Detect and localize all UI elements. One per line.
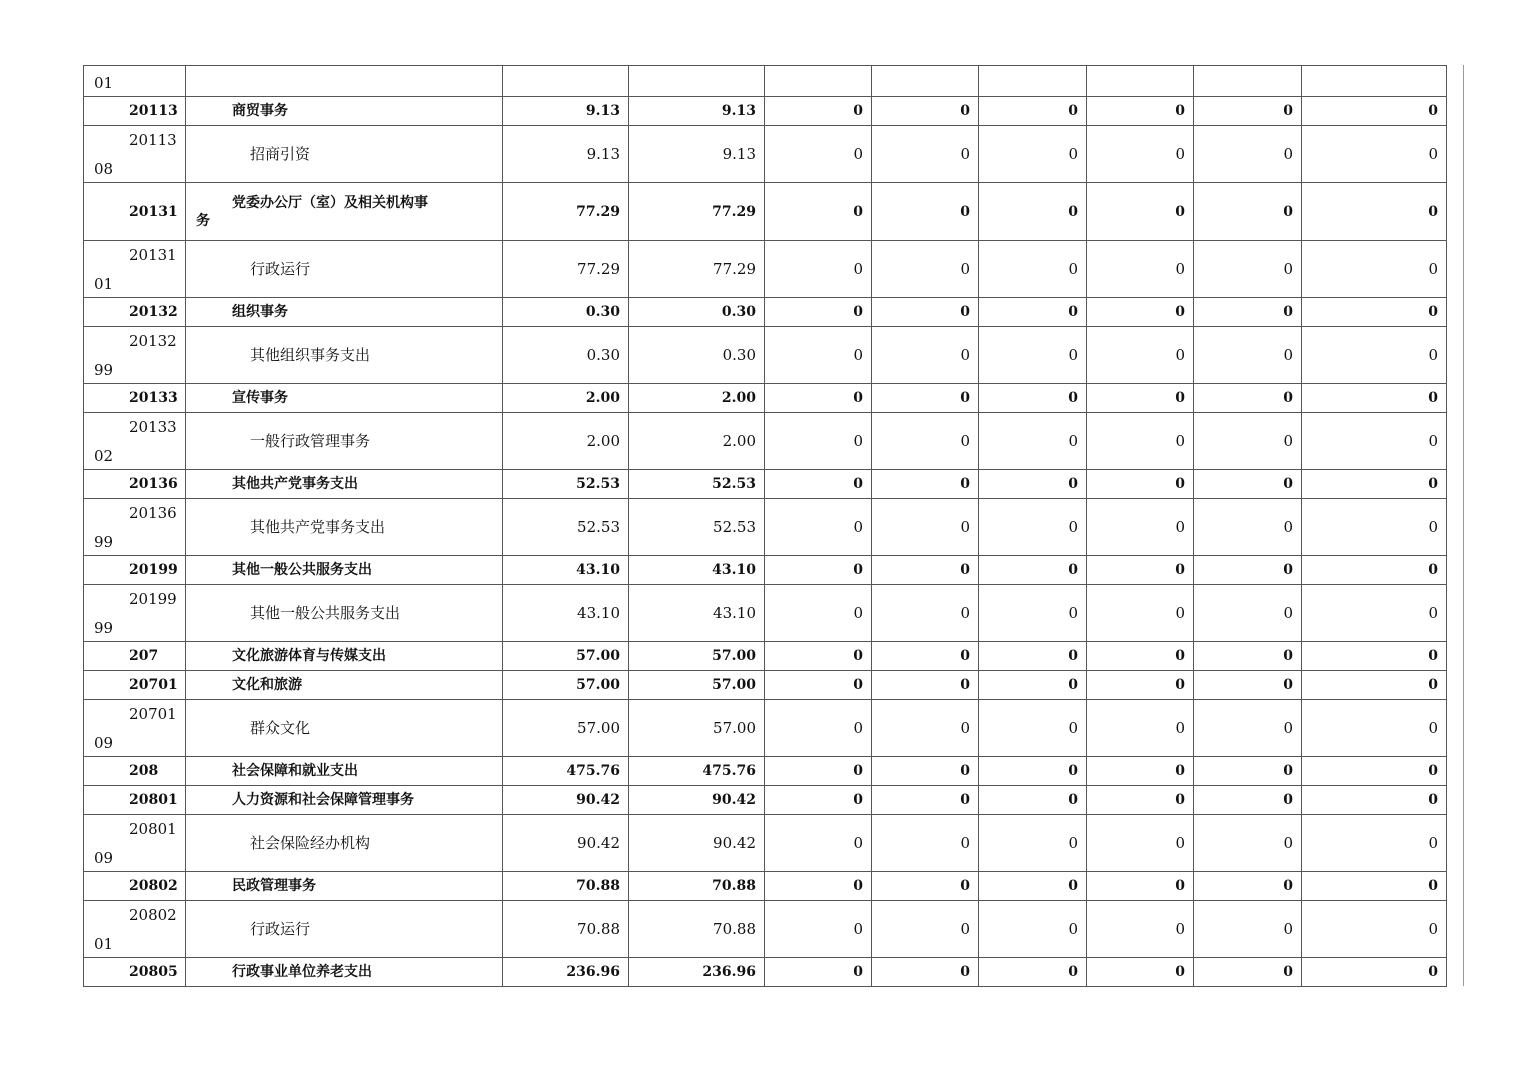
amount-cell: 0 xyxy=(1194,241,1302,298)
amount-cell: 70.88 xyxy=(503,872,629,901)
code-cell xyxy=(84,872,186,901)
table-row xyxy=(84,642,1447,671)
code-cell xyxy=(84,413,186,470)
item-name-cell: 其他共产党事务支出 xyxy=(186,499,503,556)
item-name-cell: 招商引资 xyxy=(186,126,503,183)
item-name-line2: 务 xyxy=(196,212,210,229)
code-cell xyxy=(84,97,186,126)
amount-cell: 0 xyxy=(979,585,1087,642)
amount-cell: 0 xyxy=(1087,241,1194,298)
amount-cell xyxy=(1194,66,1302,97)
amount-cell: 236.96 xyxy=(503,958,629,987)
amount-cell: 0 xyxy=(1087,642,1194,671)
amount-cell: 0 xyxy=(1194,556,1302,585)
amount-cell: 0 xyxy=(872,241,979,298)
amount-cell: 0 xyxy=(1087,786,1194,815)
amount-cell: 0 xyxy=(979,413,1087,470)
code-text: 20131 xyxy=(129,203,178,220)
code-cell xyxy=(84,384,186,413)
code-cell xyxy=(84,585,186,642)
amount-cell: 0 xyxy=(1194,126,1302,183)
amount-cell: 0 xyxy=(1194,97,1302,126)
amount-cell: 0 xyxy=(1302,97,1447,126)
table-row xyxy=(84,958,1447,987)
amount-cell: 0 xyxy=(872,700,979,757)
table-row xyxy=(84,499,1447,556)
code-cell xyxy=(84,298,186,327)
code-text: 20136 xyxy=(129,476,178,492)
table-row xyxy=(84,700,1447,757)
code-text: 20199 xyxy=(129,562,178,578)
table-row xyxy=(84,241,1447,298)
item-name-cell: 社会保障和就业支出 xyxy=(186,757,503,786)
table-row xyxy=(84,757,1447,786)
item-name-line1: 党委办公厅（室）及相关机构事 xyxy=(232,194,428,211)
amount-cell: 0 xyxy=(872,327,979,384)
code-text-top: 20136 xyxy=(129,504,177,522)
table-row xyxy=(84,872,1447,901)
amount-cell: 0 xyxy=(979,815,1087,872)
amount-cell: 0 xyxy=(1302,183,1447,241)
code-cell xyxy=(84,126,186,183)
table-row xyxy=(84,327,1447,384)
amount-cell: 0 xyxy=(765,556,872,585)
table-row xyxy=(84,183,1447,241)
amount-cell: 0 xyxy=(1087,757,1194,786)
amount-cell: 0 xyxy=(979,786,1087,815)
amount-cell: 236.96 xyxy=(629,958,765,987)
item-name-cell: 文化旅游体育与传媒支出 xyxy=(186,642,503,671)
code-cell xyxy=(84,327,186,384)
amount-cell: 0 xyxy=(1302,642,1447,671)
amount-cell xyxy=(629,66,765,97)
amount-cell: 0 xyxy=(1087,183,1194,241)
code-text-bottom: 01 xyxy=(94,275,114,293)
amount-cell: 0 xyxy=(765,126,872,183)
code-text: 207 xyxy=(129,648,159,664)
amount-cell xyxy=(979,66,1087,97)
amount-cell xyxy=(872,66,979,97)
code-text-bottom: 09 xyxy=(94,849,114,867)
item-name-cell: 宣传事务 xyxy=(186,384,503,413)
table-row xyxy=(84,97,1447,126)
amount-cell: 0 xyxy=(765,97,872,126)
amount-cell: 70.88 xyxy=(503,901,629,958)
amount-cell: 43.10 xyxy=(629,585,765,642)
amount-cell: 0 xyxy=(872,958,979,987)
amount-cell: 2.00 xyxy=(629,384,765,413)
amount-cell: 0 xyxy=(979,757,1087,786)
amount-cell: 0 xyxy=(1087,815,1194,872)
code-cell xyxy=(84,815,186,872)
amount-cell: 52.53 xyxy=(503,499,629,556)
amount-cell: 0 xyxy=(1194,700,1302,757)
table-row xyxy=(84,585,1447,642)
amount-cell: 0 xyxy=(765,700,872,757)
amount-cell: 0 xyxy=(1302,241,1447,298)
item-name-cell: 文化和旅游 xyxy=(186,671,503,700)
amount-cell: 0 xyxy=(1194,786,1302,815)
amount-cell: 0 xyxy=(1194,757,1302,786)
amount-cell: 0 xyxy=(1302,413,1447,470)
amount-cell: 0 xyxy=(1302,470,1447,499)
amount-cell: 0 xyxy=(1302,786,1447,815)
code-text-bottom: 02 xyxy=(94,447,114,465)
amount-cell xyxy=(1087,66,1194,97)
amount-cell: 52.53 xyxy=(503,470,629,499)
amount-cell: 0 xyxy=(1302,556,1447,585)
amount-cell: 0 xyxy=(872,384,979,413)
amount-cell: 0.30 xyxy=(503,298,629,327)
amount-cell: 0 xyxy=(979,556,1087,585)
amount-cell: 0 xyxy=(1194,872,1302,901)
code-cell xyxy=(84,700,186,757)
amount-cell: 0 xyxy=(979,126,1087,183)
amount-cell: 0 xyxy=(765,241,872,298)
amount-cell: 0 xyxy=(979,298,1087,327)
table-body xyxy=(84,66,1447,987)
amount-cell: 77.29 xyxy=(503,241,629,298)
table-row xyxy=(84,786,1447,815)
amount-cell: 9.13 xyxy=(629,126,765,183)
item-name-cell: 其他一般公共服务支出 xyxy=(186,556,503,585)
amount-cell: 0 xyxy=(979,671,1087,700)
amount-cell: 90.42 xyxy=(503,815,629,872)
code-text-top: 20199 xyxy=(129,590,177,608)
table-row xyxy=(84,901,1447,958)
amount-cell: 0 xyxy=(979,642,1087,671)
code-text-bottom: 99 xyxy=(94,619,114,637)
code-text-bottom: 01 xyxy=(94,935,114,953)
table-row xyxy=(84,556,1447,585)
amount-cell: 0 xyxy=(1087,470,1194,499)
amount-cell: 0 xyxy=(765,872,872,901)
code-text: 20133 xyxy=(129,390,178,406)
amount-cell: 0 xyxy=(979,700,1087,757)
code-text-bottom: 08 xyxy=(94,160,114,178)
amount-cell: 0 xyxy=(765,757,872,786)
amount-cell: 0 xyxy=(872,585,979,642)
amount-cell: 0 xyxy=(765,786,872,815)
amount-cell: 0 xyxy=(765,413,872,470)
amount-cell: 0 xyxy=(1087,901,1194,958)
code-cell xyxy=(84,241,186,298)
amount-cell: 0 xyxy=(1087,556,1194,585)
table-row xyxy=(84,298,1447,327)
item-name-cell: 行政运行 xyxy=(186,241,503,298)
amount-cell: 0 xyxy=(765,327,872,384)
amount-cell: 0 xyxy=(1302,126,1447,183)
amount-cell: 0 xyxy=(1087,413,1194,470)
code-text-bottom: 09 xyxy=(94,734,114,752)
item-name-cell xyxy=(186,66,503,97)
amount-cell: 0 xyxy=(1302,384,1447,413)
item-name-cell: 社会保险经办机构 xyxy=(186,815,503,872)
budget-table xyxy=(83,65,1447,987)
amount-cell: 0 xyxy=(872,298,979,327)
item-name-cell: 人力资源和社会保障管理事务 xyxy=(186,786,503,815)
amount-cell: 2.00 xyxy=(503,384,629,413)
item-name-cell: 民政管理事务 xyxy=(186,872,503,901)
item-name-cell: 群众文化 xyxy=(186,700,503,757)
table-row xyxy=(84,815,1447,872)
amount-cell: 0 xyxy=(1302,815,1447,872)
code-cell xyxy=(84,757,186,786)
amount-cell: 0 xyxy=(1087,126,1194,183)
page-right-rule xyxy=(1463,65,1464,986)
amount-cell: 0 xyxy=(765,183,872,241)
code-text-top: 20701 xyxy=(129,705,177,723)
amount-cell: 52.53 xyxy=(629,499,765,556)
amount-cell: 0 xyxy=(979,901,1087,958)
amount-cell: 77.29 xyxy=(629,241,765,298)
amount-cell: 0 xyxy=(872,642,979,671)
amount-cell: 70.88 xyxy=(629,901,765,958)
item-name-cell: 一般行政管理事务 xyxy=(186,413,503,470)
amount-cell: 0 xyxy=(1087,327,1194,384)
amount-cell: 0 xyxy=(1194,671,1302,700)
amount-cell: 43.10 xyxy=(629,556,765,585)
code-text: 20805 xyxy=(129,964,178,980)
code-text-bottom: 01 xyxy=(94,74,114,92)
code-text-top: 20113 xyxy=(129,131,177,149)
amount-cell: 0 xyxy=(872,872,979,901)
amount-cell: 57.00 xyxy=(629,671,765,700)
amount-cell: 0 xyxy=(872,757,979,786)
amount-cell: 0 xyxy=(1302,327,1447,384)
amount-cell: 0 xyxy=(765,499,872,556)
amount-cell: 0.30 xyxy=(629,298,765,327)
code-cell xyxy=(84,499,186,556)
amount-cell: 0 xyxy=(765,815,872,872)
amount-cell: 0 xyxy=(765,298,872,327)
amount-cell: 0.30 xyxy=(503,327,629,384)
amount-cell: 0 xyxy=(765,585,872,642)
amount-cell: 0 xyxy=(1302,700,1447,757)
code-cell xyxy=(84,642,186,671)
amount-cell: 0 xyxy=(979,499,1087,556)
item-name-cell: 其他共产党事务支出 xyxy=(186,470,503,499)
amount-cell: 90.42 xyxy=(503,786,629,815)
amount-cell: 0 xyxy=(872,470,979,499)
code-cell xyxy=(84,66,186,97)
amount-cell: 90.42 xyxy=(629,786,765,815)
amount-cell: 0 xyxy=(765,671,872,700)
code-text-top: 20133 xyxy=(129,418,177,436)
code-text: 20113 xyxy=(129,103,178,119)
amount-cell: 0 xyxy=(1087,585,1194,642)
amount-cell: 0 xyxy=(872,97,979,126)
table-row xyxy=(84,470,1447,499)
amount-cell: 0 xyxy=(1194,499,1302,556)
amount-cell: 0 xyxy=(872,815,979,872)
code-cell xyxy=(84,958,186,987)
amount-cell: 0 xyxy=(1194,642,1302,671)
amount-cell: 0 xyxy=(872,183,979,241)
amount-cell: 0 xyxy=(872,786,979,815)
amount-cell: 2.00 xyxy=(503,413,629,470)
item-name-cell: 行政事业单位养老支出 xyxy=(186,958,503,987)
amount-cell: 0 xyxy=(979,97,1087,126)
amount-cell: 0 xyxy=(1087,872,1194,901)
amount-cell: 0 xyxy=(1087,499,1194,556)
item-name-cell: 其他组织事务支出 xyxy=(186,327,503,384)
amount-cell: 0.30 xyxy=(629,327,765,384)
amount-cell: 0 xyxy=(1302,872,1447,901)
amount-cell: 0 xyxy=(979,327,1087,384)
amount-cell: 0 xyxy=(1302,298,1447,327)
amount-cell: 0 xyxy=(1087,700,1194,757)
code-text: 20701 xyxy=(129,677,178,693)
amount-cell: 0 xyxy=(1087,958,1194,987)
code-cell xyxy=(84,470,186,499)
amount-cell: 0 xyxy=(1087,298,1194,327)
amount-cell: 0 xyxy=(1302,757,1447,786)
amount-cell: 0 xyxy=(872,671,979,700)
amount-cell: 52.53 xyxy=(629,470,765,499)
amount-cell: 77.29 xyxy=(629,183,765,241)
amount-cell: 0 xyxy=(979,241,1087,298)
amount-cell: 0 xyxy=(765,958,872,987)
amount-cell: 9.13 xyxy=(629,97,765,126)
amount-cell: 0 xyxy=(979,958,1087,987)
amount-cell: 57.00 xyxy=(629,700,765,757)
amount-cell: 0 xyxy=(1302,901,1447,958)
amount-cell: 0 xyxy=(1194,470,1302,499)
amount-cell: 0 xyxy=(765,642,872,671)
amount-cell xyxy=(1302,66,1447,97)
code-text: 20132 xyxy=(129,304,178,320)
amount-cell: 0 xyxy=(872,499,979,556)
code-text-top: 20132 xyxy=(129,332,177,350)
code-text-top: 20131 xyxy=(129,246,177,264)
amount-cell: 0 xyxy=(872,413,979,470)
amount-cell: 0 xyxy=(1194,413,1302,470)
amount-cell: 2.00 xyxy=(629,413,765,470)
amount-cell: 0 xyxy=(1194,298,1302,327)
amount-cell: 0 xyxy=(872,556,979,585)
amount-cell: 0 xyxy=(765,384,872,413)
amount-cell: 0 xyxy=(765,901,872,958)
table-row xyxy=(84,126,1447,183)
amount-cell: 0 xyxy=(1302,499,1447,556)
table-row xyxy=(84,384,1447,413)
amount-cell: 0 xyxy=(1194,958,1302,987)
code-cell xyxy=(84,786,186,815)
amount-cell: 43.10 xyxy=(503,585,629,642)
code-text: 20802 xyxy=(129,878,178,894)
amount-cell: 0 xyxy=(1194,327,1302,384)
amount-cell: 57.00 xyxy=(503,671,629,700)
amount-cell: 475.76 xyxy=(629,757,765,786)
amount-cell: 9.13 xyxy=(503,126,629,183)
amount-cell: 57.00 xyxy=(503,642,629,671)
amount-cell: 0 xyxy=(979,384,1087,413)
amount-cell: 0 xyxy=(1194,815,1302,872)
amount-cell: 475.76 xyxy=(503,757,629,786)
code-cell xyxy=(84,183,186,241)
amount-cell: 0 xyxy=(1302,585,1447,642)
amount-cell xyxy=(503,66,629,97)
amount-cell: 90.42 xyxy=(629,815,765,872)
amount-cell: 0 xyxy=(979,183,1087,241)
amount-cell: 70.88 xyxy=(629,872,765,901)
amount-cell: 57.00 xyxy=(629,642,765,671)
code-text-bottom: 99 xyxy=(94,533,114,551)
table-row xyxy=(84,66,1447,97)
amount-cell: 0 xyxy=(765,470,872,499)
code-text: 20801 xyxy=(129,792,178,808)
code-text-bottom: 99 xyxy=(94,361,114,379)
code-text: 208 xyxy=(129,763,159,779)
amount-cell: 0 xyxy=(1194,585,1302,642)
amount-cell: 0 xyxy=(1194,384,1302,413)
amount-cell: 0 xyxy=(979,872,1087,901)
amount-cell: 0 xyxy=(1087,671,1194,700)
item-name-cell: 其他一般公共服务支出 xyxy=(186,585,503,642)
amount-cell: 0 xyxy=(1302,958,1447,987)
amount-cell: 0 xyxy=(872,901,979,958)
amount-cell: 0 xyxy=(1302,671,1447,700)
code-text-top: 20802 xyxy=(129,906,177,924)
item-name-cell: 商贸事务 xyxy=(186,97,503,126)
amount-cell: 43.10 xyxy=(503,556,629,585)
amount-cell: 57.00 xyxy=(503,700,629,757)
amount-cell: 0 xyxy=(1087,384,1194,413)
table-row xyxy=(84,413,1447,470)
amount-cell: 9.13 xyxy=(503,97,629,126)
item-name-cell: 行政运行 xyxy=(186,901,503,958)
code-cell xyxy=(84,556,186,585)
amount-cell: 0 xyxy=(979,470,1087,499)
code-cell xyxy=(84,671,186,700)
item-name-cell: 组织事务 xyxy=(186,298,503,327)
amount-cell: 0 xyxy=(1194,183,1302,241)
amount-cell: 0 xyxy=(1087,97,1194,126)
code-text-top: 20801 xyxy=(129,820,177,838)
item-name-cell xyxy=(186,183,503,241)
amount-cell xyxy=(765,66,872,97)
amount-cell: 0 xyxy=(872,126,979,183)
amount-cell: 77.29 xyxy=(503,183,629,241)
amount-cell: 0 xyxy=(1194,901,1302,958)
budget-table-container xyxy=(83,65,1446,987)
table-row xyxy=(84,671,1447,700)
code-cell xyxy=(84,901,186,958)
